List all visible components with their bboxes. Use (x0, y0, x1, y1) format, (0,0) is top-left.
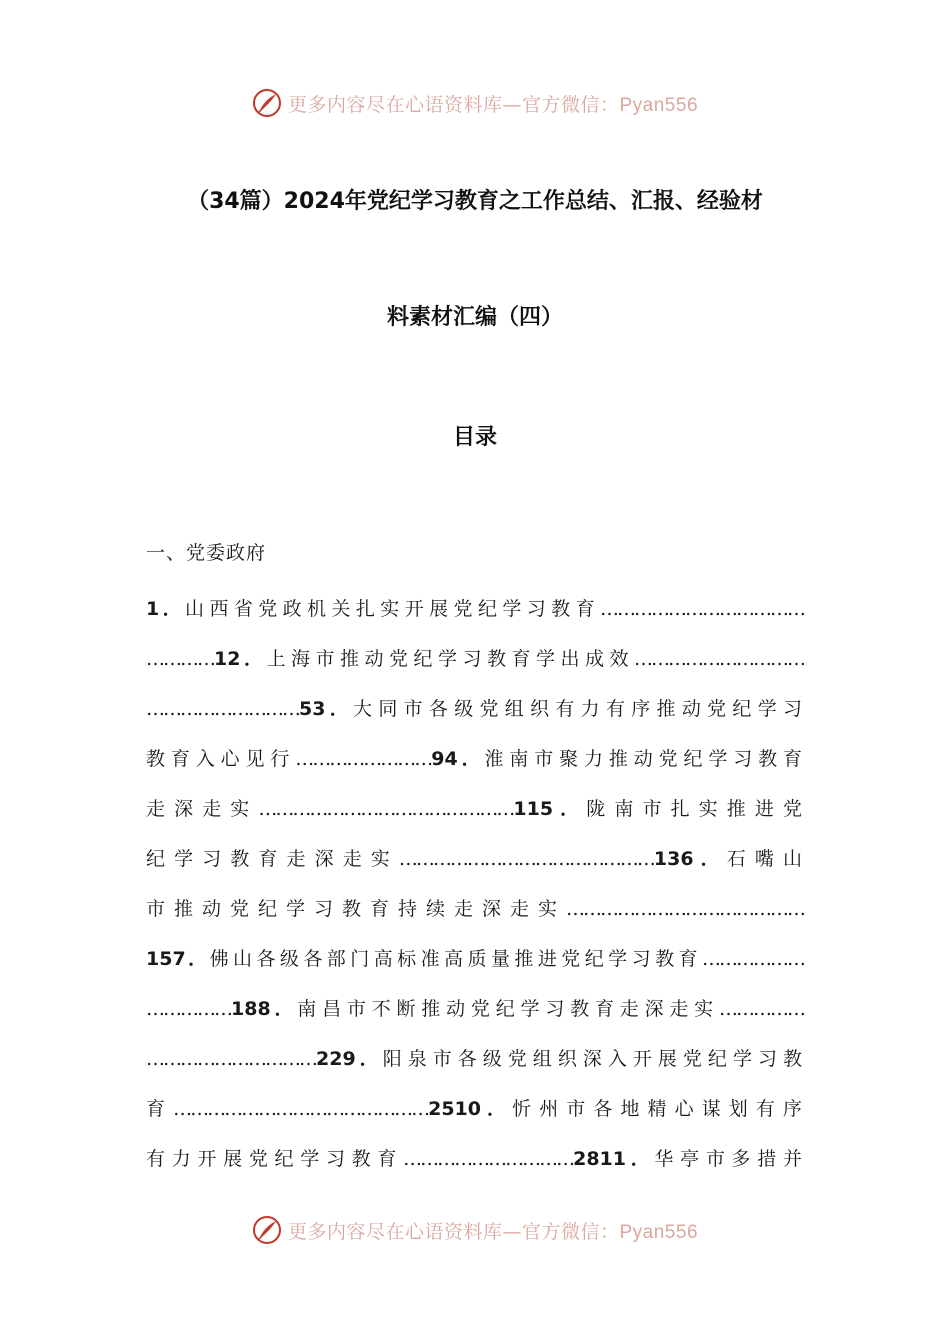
toc-line (146, 634, 804, 684)
toc-line (146, 834, 804, 884)
toc-entry-number: 136． (653, 848, 727, 870)
toc-entry-text: 上海市推动党纪学习教育学出成效 (266, 648, 634, 670)
toc-entry-number: 115． (513, 798, 587, 820)
toc-entry-text: 教育入心见行 (146, 748, 296, 770)
watermark-text: 更多内容尽在心语资料库—官方微信：Pyan556 (287, 93, 699, 116)
toc-entry-text: 大同市各级党组织有力有序推动党纪学习 (353, 698, 804, 720)
toc-entry-number: 229． (316, 1048, 383, 1070)
toc-entry-number: 157． (146, 948, 210, 970)
section-heading: 一、党委政府 (146, 542, 267, 564)
toc-entry-text: 石嘴山 (726, 848, 804, 870)
quill-logo-icon (252, 88, 282, 118)
quill-logo-icon (252, 1215, 282, 1245)
toc-leader-dots: ………………………… (633, 648, 804, 670)
watermark-wechat-id: Pyan556 (619, 94, 699, 116)
toc-line (146, 884, 804, 934)
toc-entry-text: 山西省党政机关扎实开展党纪学习教育 (185, 598, 600, 620)
toc-leader-dots: …………… (718, 998, 804, 1020)
toc-entry-number: 2811． (573, 1148, 655, 1170)
toc-entry-text: 阳泉市各级党组织深入开展党纪学习教 (382, 1048, 804, 1070)
toc-line (146, 1034, 804, 1084)
watermark-footer (0, 1210, 950, 1250)
toc-entry-text: 南昌市不断推动党纪学习教育走深走实 (297, 998, 719, 1020)
toc-leader-dots: …………… (146, 998, 231, 1020)
watermark-wechat-id: Pyan556 (619, 1221, 699, 1243)
toc-entry-number: 2510． (428, 1098, 513, 1120)
toc-leader-dots: ……………………………………… (258, 798, 514, 820)
toc-heading: 目录 (452, 425, 497, 450)
toc-leader-dots: ……………… (701, 948, 804, 970)
toc-leader-dots: ……………………… (146, 698, 299, 720)
watermark-text: 更多内容尽在心语资料库—官方微信：Pyan556 (287, 1220, 699, 1243)
toc-line (146, 734, 804, 784)
watermark-header (0, 83, 950, 123)
toc-entry-number: 53． (299, 698, 354, 720)
toc-leader-dots: ………… (146, 648, 214, 670)
toc-entry-text: 育 (146, 1098, 174, 1120)
table-of-contents (146, 584, 804, 1184)
toc-entry-text: 市推动党纪学习教育持续走深走实 (146, 898, 566, 920)
toc-leader-dots: ………………………… (403, 1148, 574, 1170)
toc-entry-number: 188． (231, 998, 298, 1020)
toc-leader-dots: ……………………………………… (398, 848, 654, 870)
toc-entry-text: 佛山各级各部门高标准高质量推进党纪学习教育 (209, 948, 702, 970)
toc-line (146, 1134, 804, 1184)
toc-leader-dots: …………………… (295, 748, 432, 770)
toc-entry-text: 纪学习教育走深走实 (146, 848, 399, 870)
toc-entry-text: 忻州市各地精心谋划有序 (512, 1098, 804, 1120)
toc-leader-dots: ………………………… (146, 1048, 316, 1070)
toc-leader-dots: ……………………………… (599, 598, 804, 620)
toc-line (146, 1084, 804, 1134)
toc-line (146, 934, 804, 984)
document-title-line-2: 料素材汇编（四） (386, 305, 563, 330)
toc-entry-number: 1． (146, 598, 186, 620)
toc-entry-text: 华亭市多措并 (654, 1148, 804, 1170)
toc-leader-dots: ……………………………………… (173, 1098, 429, 1120)
toc-entry-number: 12． (214, 648, 267, 670)
toc-line (146, 584, 804, 634)
toc-line (146, 684, 804, 734)
toc-entry-text: 淮南市聚力推动党纪学习教育 (484, 748, 804, 770)
toc-line (146, 784, 804, 834)
toc-entry-text: 走深走实 (146, 798, 259, 820)
toc-line (146, 984, 804, 1034)
toc-entry-text: 有力开展党纪学习教育 (146, 1148, 404, 1170)
toc-entry-number: 94． (431, 748, 485, 770)
toc-entry-text: 陇南市扎实推进党 (586, 798, 804, 820)
toc-leader-dots: …………………………………… (566, 898, 804, 920)
document-title-line-1: （34篇）2024年党纪学习教育之工作总结、汇报、经验材 (187, 189, 763, 214)
